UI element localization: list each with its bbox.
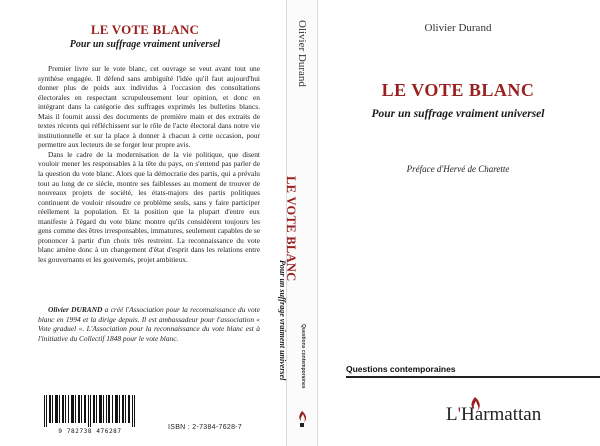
spine-author: Olivier Durand — [296, 20, 308, 87]
blurb-paragraph-1: Premier livre sur le vote blanc, cet ouvrage se veut avant tout une synthèse engagée. Il défend sans ambiguïté l'idée qu'il faut aujourd'hui donner plus de poids aux individus à l'occasion des consultations électorales en respectant scrupuleusement leur opinion, et donc en intégrant dans la catégorie des suffrages exprimés les bulletins blancs. Mais il fournit aussi des documents de première main et des extraits de textes récents qui réfléchissent sur le rôle de l'acte électoral dans notre vie institutionnelle et sur la place à donner à chacun à cette occasion, pour permettre aux lecteurs de se forger leur propre avis. — [38, 64, 260, 150]
collection-rule — [346, 376, 600, 378]
front-author: Olivier Durand — [424, 22, 492, 34]
publisher-apostrophe: ' — [457, 404, 462, 425]
author-bio — [38, 305, 260, 343]
spine-collection: Questions contemporaines — [300, 324, 306, 389]
barcode-number: 9 782738 476287 — [58, 428, 122, 435]
barcode-lines-icon — [44, 395, 136, 427]
bio-author-name: Olivier DURAND — [48, 305, 103, 314]
publisher-prefix: L — [446, 404, 458, 425]
bio-text: a créé l'Association pour la reconnaissance du vote blanc en 1994 et la dirige depuis. Il est ambassadeur pour l'association « Vote graduel ». L'Association pour la reconnaissance du vote blanc est à l'initiative du Collectif 1848 pour le vote blanc. — [38, 305, 260, 343]
spine-title: LE VOTE BLANC — [284, 176, 298, 282]
spine-subtitle: Pour un suffrage vraiment universel — [278, 260, 287, 381]
publisher-logo — [446, 404, 541, 426]
front-preface: Préface d'Hervé de Charette — [406, 164, 510, 174]
spine — [278, 0, 318, 446]
blurb-paragraph-2: Dans le cadre de la modernisation de la vie politique, que disent vouloir mener les responsables à la tête du pays, on s'entend pas parler de la question du vote blanc. Alors que la démocratie des partis, qui a prévalu tout au long de ce siècle, montre ses faiblesses au moment de trouver de nouveaux projets de société, les états-majors des partis politiques continuent de vouloir résoudre ce problème seuls, sans y faire participer réellement la population. Et la position que la plupart d'entre eux manifeste à l'égard du vote blanc montre qu'ils considèrent toujours les gens comme des êtres irresponsables, immatures, seulement capables de se prononcer à partir d'un choix très restreint. La reconnaissance du vote blanc amène donc à un changement d'état d'esprit dans les relations entre les gouvernants et les gouvernés, projet ambitieux. — [38, 149, 260, 264]
front-cover — [316, 0, 600, 446]
front-subtitle: Pour un suffrage vraiment universel — [371, 108, 545, 120]
back-blurb — [38, 64, 260, 264]
collection-block — [346, 364, 600, 378]
publisher-name: Harmattan — [461, 404, 542, 425]
back-subtitle: Pour un suffrage vraiment universel — [69, 39, 221, 50]
collection-label: Questions contemporaines — [346, 364, 456, 374]
isbn: ISBN : 2-7384-7628-7 — [168, 424, 243, 431]
front-title: LE VOTE BLANC — [381, 80, 535, 100]
back-title: LE VOTE BLANC — [90, 22, 200, 37]
back-cover — [0, 0, 286, 446]
barcode — [40, 393, 140, 437]
harmattan-flame-icon — [296, 410, 308, 428]
